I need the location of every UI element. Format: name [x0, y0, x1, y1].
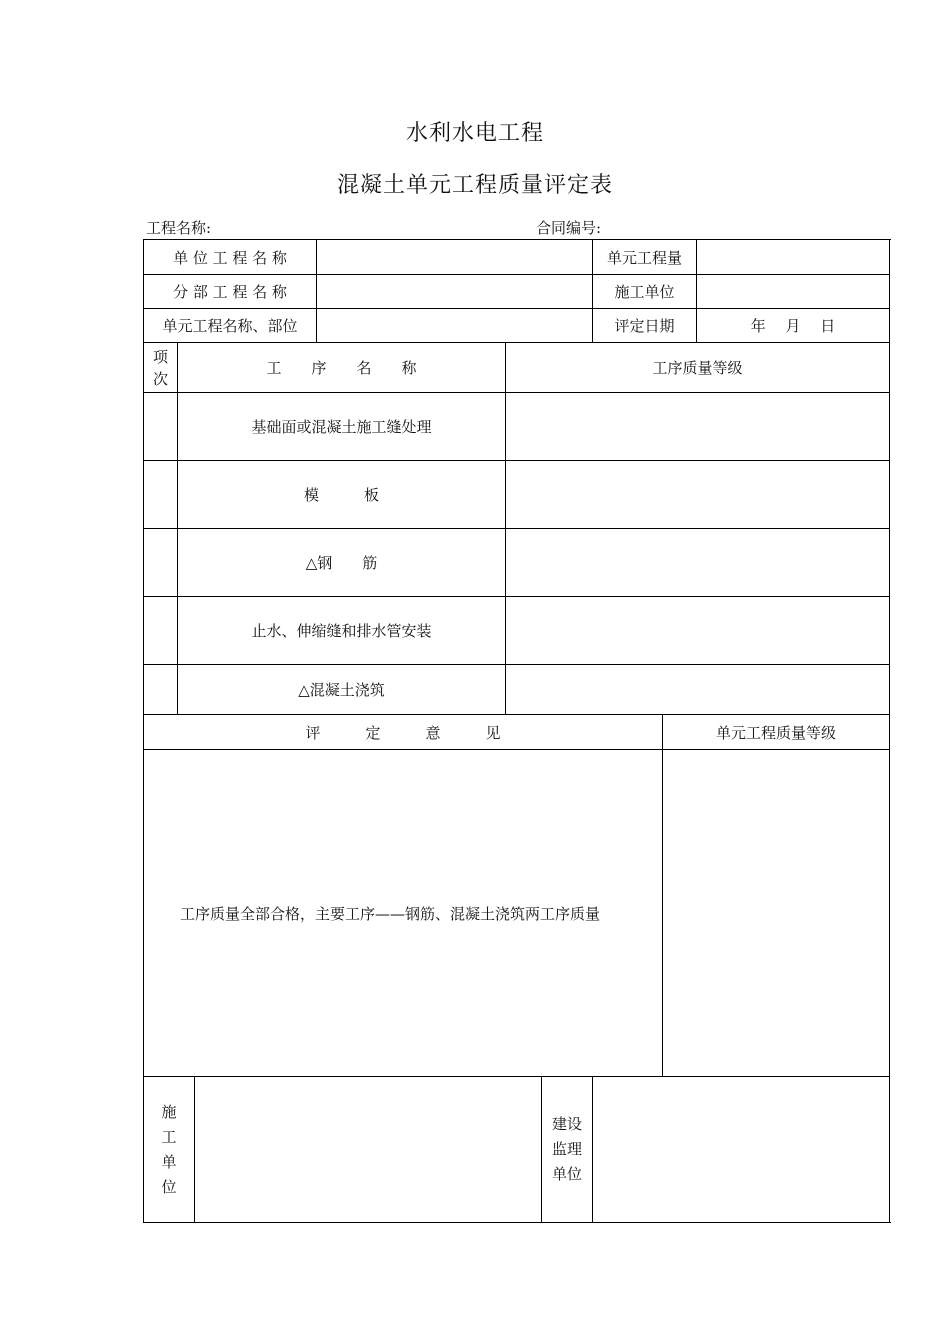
- sign-label-line: 单位: [551, 1165, 582, 1183]
- eval-date-label: 评定日期: [614, 317, 675, 335]
- unit-grade-header: 单元工程质量等级: [715, 723, 836, 742]
- sign-label-line: 监理: [551, 1140, 582, 1158]
- unit-project-name-field[interactable]: [317, 240, 592, 274]
- item-no-cell[interactable]: [144, 461, 177, 528]
- opinion-header: 评 定 意 见: [305, 723, 501, 742]
- unit-project-qty-field[interactable]: [697, 240, 889, 274]
- construction-unit-field[interactable]: [697, 275, 889, 308]
- border-bottom: [143, 1222, 891, 1223]
- supervision-unit-sign-field[interactable]: [593, 1077, 889, 1222]
- supervision-unit-sign-label: [542, 1077, 592, 1222]
- process-name-cell: 基础面或混凝土施工缝处理: [251, 418, 432, 436]
- item-no-header: [144, 343, 177, 392]
- item-no-cell[interactable]: [144, 393, 177, 460]
- sign-label-line: 建设: [551, 1115, 582, 1133]
- process-name-header: 工 序 名 称: [266, 359, 417, 377]
- project-name-label: 工程名称:: [146, 219, 212, 237]
- process-grade-header: 工序质量等级: [652, 359, 743, 377]
- construction-unit-label: 施工单位: [614, 283, 675, 301]
- opinion-text[interactable]: 工序质量全部合格，主要工序——钢筋、混凝土浇筑两工序质量: [180, 904, 601, 923]
- item-no-header-char: 项: [152, 347, 168, 366]
- process-grade-cell[interactable]: [506, 597, 889, 664]
- sign-label-char: 施: [161, 1102, 177, 1121]
- process-name-cell: △混凝土浇筑: [298, 681, 385, 699]
- process-grade-cell[interactable]: [506, 461, 889, 528]
- item-no-header-char: 次: [152, 369, 168, 388]
- eval-date-field[interactable]: 年 月 日: [750, 317, 836, 335]
- element-name-location-field[interactable]: [317, 309, 592, 342]
- process-name-cell: 止水、伸缩缝和排水管安装: [251, 622, 432, 640]
- sub-project-name-label: 分 部 工 程 名 称: [173, 283, 287, 301]
- sign-label-char: 单: [161, 1152, 177, 1171]
- title-line-2: 混凝土单元工程质量评定表: [336, 173, 613, 198]
- process-name-cell: △钢 筋: [305, 554, 378, 572]
- sign-label-char: 工: [161, 1127, 177, 1146]
- sub-project-name-field[interactable]: [317, 275, 592, 308]
- process-grade-cell[interactable]: [506, 393, 889, 460]
- element-name-location-label: 单元工程名称、部位: [162, 317, 298, 335]
- construction-unit-sign-field[interactable]: [195, 1077, 541, 1222]
- construction-unit-sign-label: [144, 1077, 194, 1222]
- item-no-cell[interactable]: [144, 597, 177, 664]
- item-no-cell[interactable]: [144, 529, 177, 596]
- process-grade-cell[interactable]: [506, 529, 889, 596]
- contract-no-label: 合同编号:: [536, 219, 602, 237]
- unit-grade-field[interactable]: [663, 750, 889, 1076]
- title-line-1: 水利水电工程: [405, 121, 544, 146]
- unit-project-name-label: 单 位 工 程 名 称: [173, 248, 287, 267]
- process-name-cell: 模 板: [303, 486, 379, 504]
- unit-project-qty-label: 单元工程量: [606, 248, 682, 267]
- sign-label-char: 位: [161, 1177, 177, 1196]
- item-no-cell[interactable]: [144, 665, 177, 714]
- process-grade-cell[interactable]: [506, 665, 889, 714]
